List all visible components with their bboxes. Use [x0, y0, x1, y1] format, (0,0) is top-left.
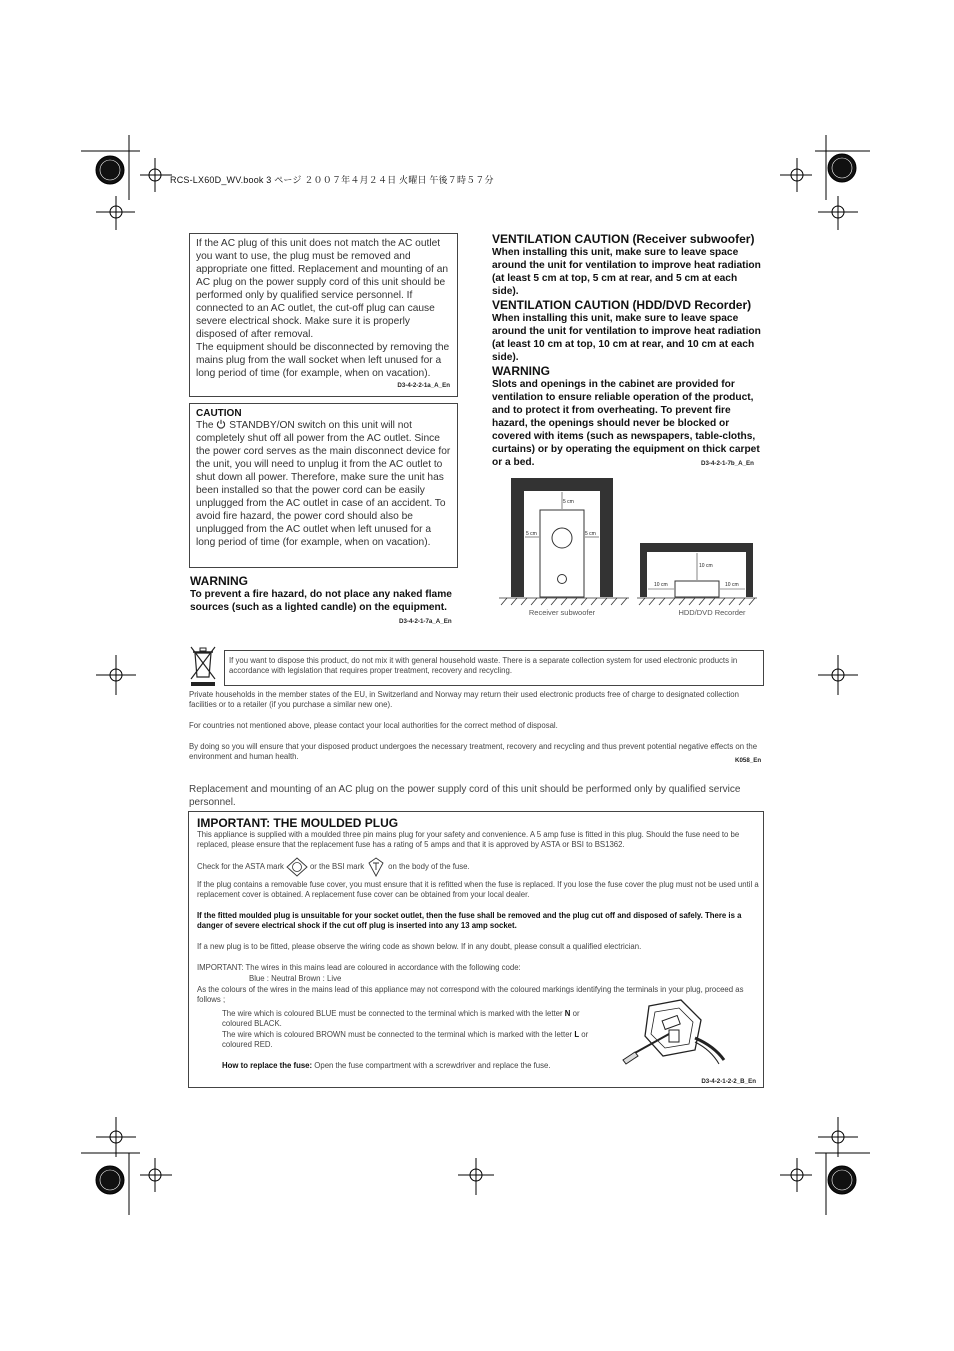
acplug-box [189, 233, 458, 397]
sub-top-gap: 5 cm [563, 499, 574, 505]
disposal-code: K058_En [735, 757, 762, 764]
vent2-text: When installing this unit, make sure to leave space around the unit for ventilation to improve heat radiation (at least 10 cm at top, 10 cm at rear, and 10 cm at each side). [492, 313, 761, 363]
check-fuse-text: on the body of the fuse. [388, 862, 470, 871]
plug-p1: This appliance is supplied with a moulded three pin mains plug for your safety and convenience. A 5 amp fuse is fitted in this plug. Should the fuse need to be replaced, please ensure that the replacement fuse has a rating of 5 amps and that it is approved by ASTA or BSI to BS1362. [197, 830, 740, 849]
left-warning-title: WARNING [190, 574, 248, 588]
caution-box [189, 403, 458, 568]
power-icon [216, 419, 226, 429]
fuse-replace-text: How to replace the fuse: Open the fuse compartment with a screwdriver and replace the fuse. [222, 1061, 551, 1070]
acplug-text: If the AC plug of this unit does not match the AC outlet you want to use, the plug must be removed and appropriate one fitted. Replacement and mounting of an AC plug on the power supply cord of this unit should be performed only by qualified service personnel. If connected to an AC outlet, the cut-off plug can cause severe electrical shock. Make sure it is properly disposed of after removal. [196, 238, 449, 340]
moulded-plug-box [188, 811, 764, 1088]
sub-left-gap: 5 cm [526, 531, 537, 537]
subwoofer-knob [552, 528, 572, 548]
vent1-text: When installing this unit, make sure to leave space around the unit for ventilation to improve heat radiation (at least 5 cm at top, 5 cm at rear, and 5 cm at each side). [492, 247, 761, 297]
hdd-unit [675, 581, 719, 597]
replacement-note: Replacement and mounting of an AC plug on the power supply cord of this unit should be performed only by qualified service personnel. [189, 784, 741, 808]
plug-p4: If a new plug is to be fitted, please observe the wiring code as shown below. If in any doubt, please consult a qualified electrician. [197, 942, 642, 951]
plug-p3: If the fitted moulded plug is unsuitable for your socket outlet, then the fuse shall be removed and the plug cut off and disposed of safely. There is a danger of severe electrical shock if the cut off plug is inserted into any 13 amp socket. [197, 911, 742, 930]
asta-mark-icon [286, 857, 308, 877]
ventilation-diagram [497, 475, 767, 610]
vent1-title: VENTILATION CAUTION (Receiver subwoofer) [492, 232, 755, 246]
right-warning-code: D3-4-2-1-7b_A_En [701, 460, 754, 467]
hdd-left-gap: 10 cm [654, 582, 668, 588]
check-asta-text: Check for the ASTA mark [197, 862, 284, 871]
disposal-box: If you want to dispose this product, do not mix it with general household waste. There is a separate collection system for used electronic products in accordance with legislation that requires proper treatment, recovery and recycling. [224, 650, 764, 686]
blue-wire-text: The wire which is coloured BLUE must be connected to the terminal which is marked with the letter N or coloured BLACK. [222, 1009, 580, 1028]
disposal-p3: By doing so you will ensure that your disposed product undergoes the necessary treatment, recovery and recycling and thus prevent potential negative effects on the environment and human health. [189, 742, 758, 761]
fuse-check-line [197, 856, 759, 878]
left-warning-text: To prevent a fire hazard, do not place any naked flame sources (such as a lighted candle) on the equipment. [190, 589, 452, 613]
plug-title: IMPORTANT: THE MOULDED PLUG [197, 816, 399, 830]
acplug-code: D3-4-2-2-1a_A_En [397, 382, 450, 389]
disconnect-text: The equipment should be disconnected by removing the mains plug from the wall socket when left unused for a long period of time (for example, when on vacation). [196, 342, 450, 379]
plug-p6: As the colours of the wires in the mains lead of this appliance may not correspond with the coloured markings identifying the terminals in your plug, proceed as follows ; [197, 985, 744, 1004]
plug-p2: If the plug contains a removable fuse cover, you must ensure that it is refitted when the fuse is replaced. If you lose the fuse cover the plug must not be used until a replacement cover is obtained. A replacement fuse cover can be obtained from your local dealer. [197, 880, 759, 899]
plug-p5: IMPORTANT: The wires in this mains lead are coloured in accordance with the following code: [197, 963, 521, 972]
disposal-p2: For countries not mentioned above, please contact your local authorities for the correct method of disposal. [189, 721, 558, 730]
hdd-right-gap: 10 cm [725, 582, 739, 588]
subwoofer-port [558, 575, 567, 584]
disposal-p1: Private households in the member states of the EU, in Switzerland and Norway may return their used electronic products free of charge to designated collection facilities or to a retailer (if you purchase a similar new one). [189, 690, 739, 709]
sub-caption: Receiver subwoofer [528, 608, 596, 617]
caution-text: The STANDBY/ON switch on this unit will not completely shut off all power from the AC outlet. Since the power cord serves as the main disconnect device for the unit, you will need to unplug it from the AC outlet to shut down all power. Therefore, make sure the unit has been installed so that the power cord can be easily unplugged from the AC outlet in case of an accident. To avoid fire hazard, the power cord should also be unplugged from the AC outlet when left unused for a long period of time (for example, when on vacation). [196, 420, 451, 548]
caution-title: CAUTION [196, 408, 242, 419]
plug-code: D3-4-2-1-2-2_B_En [701, 1078, 756, 1085]
check-bsi-text: or the BSI mark [309, 862, 365, 871]
plug-p5b: Blue : Neutral Brown : Live [249, 974, 342, 983]
sub-right-gap: 5 cm [585, 531, 596, 537]
plug-screwdriver-illustration [619, 998, 729, 1068]
crossed-bin-icon [189, 645, 217, 687]
brown-wire-text: The wire which is coloured BROWN must be connected to the terminal which is marked with the letter L or coloured RED. [222, 1030, 589, 1049]
bsi-kitemark-icon [367, 857, 385, 877]
vent2-title: VENTILATION CAUTION (HDD/DVD Recorder) [492, 298, 752, 312]
subwoofer-floor [499, 598, 629, 605]
left-warning-code: D3-4-2-1-7a_A_En [399, 618, 452, 625]
hdd-caption: HDD/DVD Recorder [678, 608, 746, 617]
hdd-floor [637, 598, 757, 605]
hdd-top-gap: 10 cm [699, 563, 713, 569]
right-warning-text: Slots and openings in the cabinet are provided for ventilation to ensure reliable operation of the product, and to protect it from overheating. To prevent fire hazard, the openings should never be blocked or covered with items (such as newspapers, table-cloths, curtains) or by operating the equipment on thick carpet or a bed. [492, 379, 760, 468]
file-header: RCS-LX60D_WV.book 3 ページ ２００７年４月２４日 火曜日 午後７時５７分 [170, 175, 494, 185]
right-warning-title: WARNING [492, 364, 550, 378]
